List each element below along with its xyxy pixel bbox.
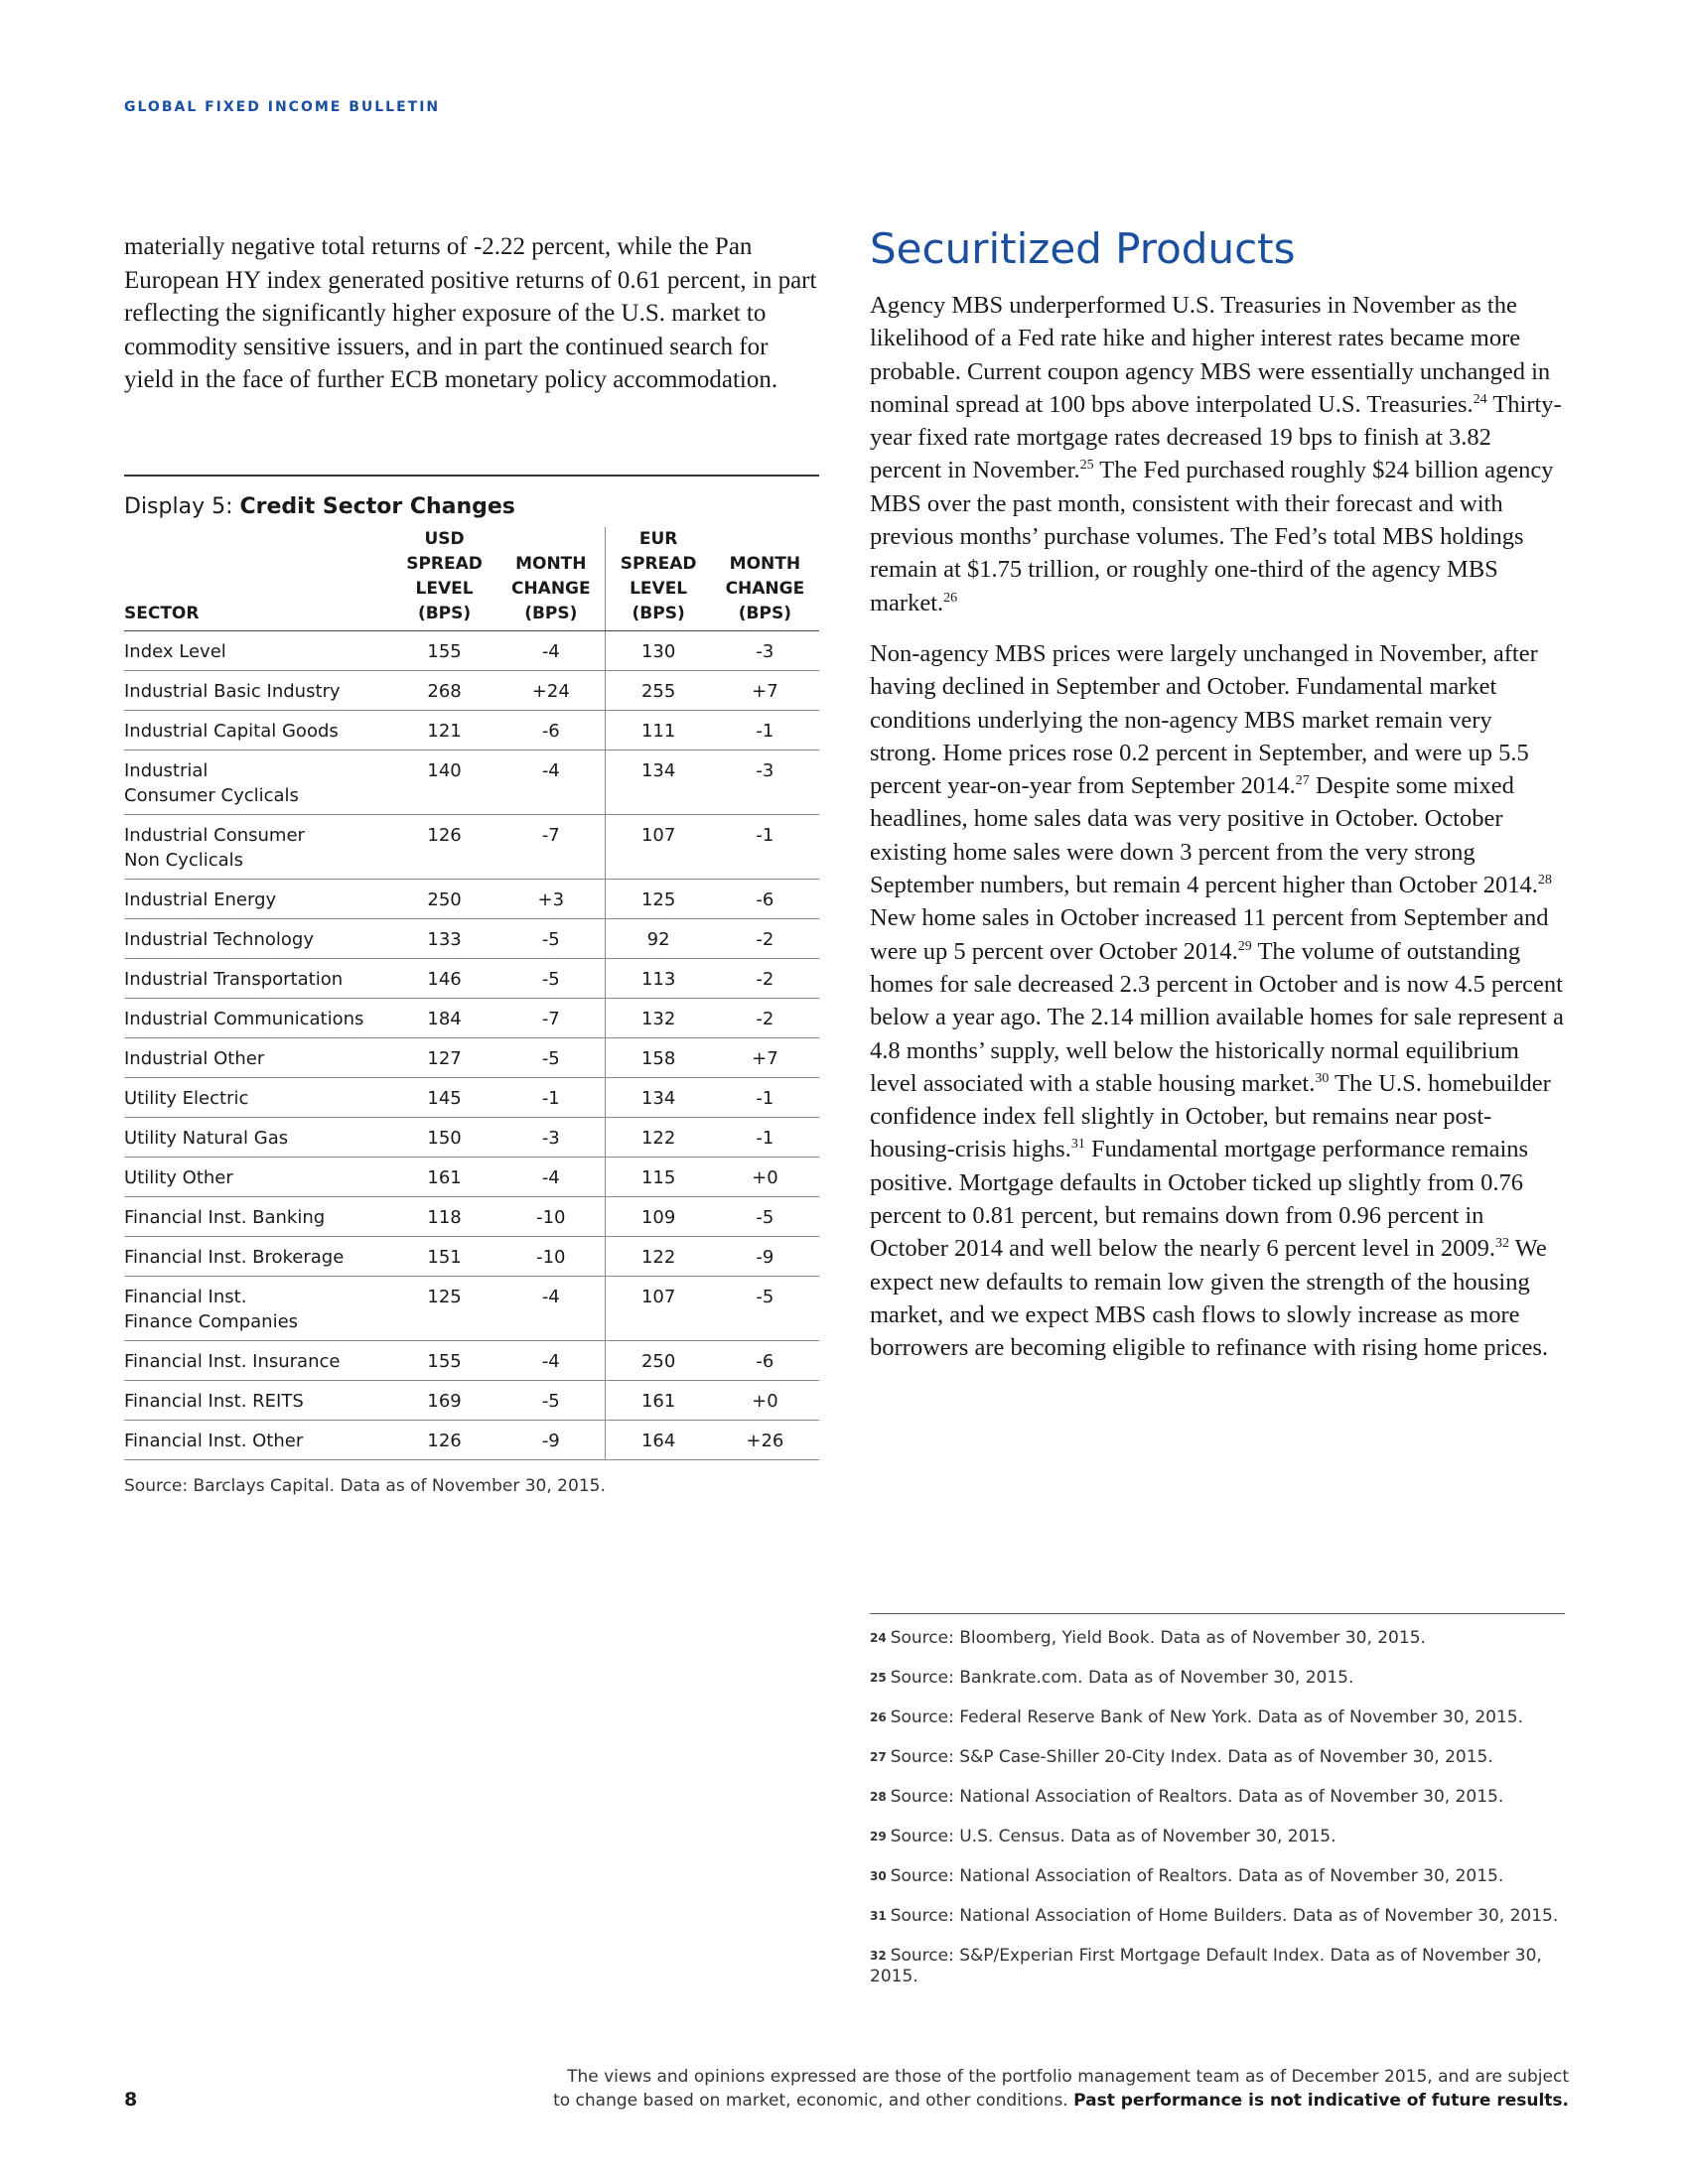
display-title-bold: Credit Sector Changes — [239, 494, 515, 519]
col-header-line: LEVEL — [415, 579, 474, 599]
sector-label: Financial Inst. Other — [124, 1431, 304, 1451]
sector-label: Utility Other — [124, 1167, 233, 1188]
usd-change-cell: -10 — [496, 1237, 606, 1277]
eur-spread-cell: 107 — [606, 815, 711, 880]
col-header-line: (BPS) — [632, 604, 685, 623]
footnote-number: 27 — [870, 1750, 887, 1764]
footnote-text: Source: National Association of Home Builders. Data as of November 30, 2015. — [890, 1906, 1559, 1926]
sector-cell — [124, 959, 392, 999]
table-row — [124, 959, 819, 999]
usd-spread-cell: 145 — [392, 1078, 496, 1118]
footnote — [870, 1787, 1565, 1808]
col-header-line: (BPS) — [738, 604, 791, 623]
eur-change-cell: -1 — [711, 1118, 819, 1158]
usd-change-cell: -4 — [496, 1158, 606, 1197]
sector-cell — [124, 1197, 392, 1237]
usd-change-cell: -6 — [496, 711, 606, 751]
col-header-usd-spread — [392, 527, 496, 631]
col-header-line: LEVEL — [630, 579, 688, 599]
sector-label: Financial Inst. REITS — [124, 1391, 304, 1412]
display-5 — [124, 475, 819, 1496]
footnote-text: Source: U.S. Census. Data as of November 30, 2015. — [890, 1827, 1336, 1846]
col-header-eur-spread — [606, 527, 711, 631]
disclaimer — [377, 2065, 1569, 2113]
usd-change-cell: -10 — [496, 1197, 606, 1237]
table-row — [124, 711, 819, 751]
sector-label: Utility Electric — [124, 1088, 249, 1109]
col-header-line: USD — [424, 529, 465, 549]
footnote — [870, 1906, 1565, 1927]
eur-spread-cell: 111 — [606, 711, 711, 751]
eur-spread-cell: 122 — [606, 1237, 711, 1277]
usd-spread-cell: 127 — [392, 1038, 496, 1078]
eur-change-cell: -6 — [711, 880, 819, 919]
intro-paragraph: materially negative total returns of -2.22 percent, while the Pan European HY index generated positive returns of 0.61 percent, in part reflecting the significantly higher exposure of the U.S. market to commodity sensitive issuers, and in part the continued search for yield in the face of further ECB monetary policy accommodation. — [124, 233, 817, 393]
col-header-line: (BPS) — [524, 604, 578, 623]
footnote-text: Source: Federal Reserve Bank of New York. Data as of November 30, 2015. — [890, 1707, 1524, 1727]
table-row — [124, 1277, 819, 1341]
table-row — [124, 1158, 819, 1197]
footnote-number: 31 — [870, 1909, 887, 1923]
sector-label: Financial Inst. Brokerage — [124, 1247, 345, 1268]
disclaimer-line-1: The views and opinions expressed are those of the portfolio management team as of December 2015, and are subject — [567, 2067, 1569, 2087]
sector-cell — [124, 1038, 392, 1078]
usd-spread-cell: 118 — [392, 1197, 496, 1237]
col-header-usd-change — [496, 527, 606, 631]
sector-label: Industrial Capital Goods — [124, 721, 339, 742]
table-row — [124, 1118, 819, 1158]
col-header-line: CHANGE — [725, 579, 805, 599]
usd-spread-cell: 155 — [392, 631, 496, 671]
footnote — [870, 1747, 1565, 1768]
table-body — [124, 631, 819, 1460]
footnote-text: Source: S&P/Experian First Mortgage Default Index. Data as of November 30, 2015. — [870, 1946, 1542, 1986]
table-row — [124, 1381, 819, 1421]
usd-change-cell: -4 — [496, 751, 606, 815]
usd-spread-cell: 126 — [392, 1421, 496, 1460]
eur-change-cell: -2 — [711, 959, 819, 999]
usd-spread-cell: 121 — [392, 711, 496, 751]
usd-change-cell: -3 — [496, 1118, 606, 1158]
usd-change-cell: -9 — [496, 1421, 606, 1460]
col-header-eur-change — [711, 527, 819, 631]
eur-change-cell: -6 — [711, 1341, 819, 1381]
running-header: GLOBAL FIXED INCOME BULLETIN — [124, 99, 441, 115]
footnote — [870, 1827, 1565, 1847]
display-title — [124, 494, 819, 519]
footnote-text: Source: S&P Case-Shiller 20-City Index. Data as of November 30, 2015. — [890, 1747, 1493, 1767]
usd-change-cell: -7 — [496, 999, 606, 1038]
eur-spread-cell: 115 — [606, 1158, 711, 1197]
section-title: Securitized Products — [870, 224, 1296, 273]
eur-spread-cell: 109 — [606, 1197, 711, 1237]
eur-change-cell: +7 — [711, 1038, 819, 1078]
sector-label: Financial Inst. Insurance — [124, 1351, 341, 1372]
table-row — [124, 999, 819, 1038]
sector-cell — [124, 671, 392, 711]
sector-cell — [124, 815, 392, 880]
sector-cell — [124, 1381, 392, 1421]
sector-cell — [124, 1277, 392, 1341]
footnote — [870, 1946, 1565, 1987]
paragraph-text: The volume of outstanding homes for sale decreased 2.3 percent in October and is now 4.5 percent below a year ago. The 2.14 million available homes for sale represent a 4.8 months’ supply, well below the historically normal equilibrium level associated with a stable housing market. — [870, 937, 1564, 1097]
eur-change-cell: -1 — [711, 815, 819, 880]
footnote-ref: 30 — [1315, 1070, 1330, 1086]
table-source: Source: Barclays Capital. Data as of November 30, 2015. — [124, 1476, 606, 1496]
body-paragraph — [870, 289, 1565, 619]
usd-spread-cell: 126 — [392, 815, 496, 880]
footnote-ref: 27 — [1295, 773, 1310, 788]
sector-cell — [124, 880, 392, 919]
footnotes — [870, 1613, 1565, 2006]
eur-spread-cell: 134 — [606, 751, 711, 815]
sector-cell — [124, 1118, 392, 1158]
eur-change-cell: -1 — [711, 1078, 819, 1118]
usd-change-cell: -7 — [496, 815, 606, 880]
eur-spread-cell: 250 — [606, 1341, 711, 1381]
sector-cell — [124, 1237, 392, 1277]
table-row — [124, 1038, 819, 1078]
footnote-number: 28 — [870, 1790, 887, 1804]
table-row — [124, 880, 819, 919]
footnote-text: Source: National Association of Realtors. Data as of November 30, 2015. — [890, 1866, 1504, 1886]
sector-cell — [124, 751, 392, 815]
footnote — [870, 1628, 1565, 1649]
col-header-line: MONTH — [729, 554, 801, 574]
usd-spread-cell: 150 — [392, 1118, 496, 1158]
footnote — [870, 1707, 1565, 1728]
paragraph-text: Non-agency MBS prices were largely unchanged in November, after having declined in September and October. Fundamental market conditions underlying the non-agency MBS market remain very strong. Home prices rose 0.2 percent in September, and were up 5.5 percent year-on-year from September 2014. — [870, 639, 1538, 800]
eur-spread-cell: 113 — [606, 959, 711, 999]
table-row — [124, 1197, 819, 1237]
usd-change-cell: +3 — [496, 880, 606, 919]
paragraph-text: We expect new defaults to remain low given the strength of the housing market, and we expect MBS cash flows to slowly increase as more borrowers are becoming eligible to refinance with rising home prices. — [870, 1235, 1549, 1362]
usd-change-cell: +24 — [496, 671, 606, 711]
eur-change-cell: -5 — [711, 1277, 819, 1341]
paragraph-text: New home sales in October increased 11 percent from September and were up 5 percent over October 2014. — [870, 904, 1549, 965]
disclaimer-bold: Past performance is not indicative of future results. — [1073, 2091, 1569, 2111]
footnote-ref: 28 — [1537, 872, 1552, 887]
sector-cell — [124, 711, 392, 751]
eur-change-cell: -3 — [711, 751, 819, 815]
sector-label: Industrial Technology — [124, 929, 314, 950]
eur-change-cell: +7 — [711, 671, 819, 711]
footnote-ref: 24 — [1473, 391, 1487, 407]
footnote-number: 26 — [870, 1710, 887, 1724]
eur-change-cell: +26 — [711, 1421, 819, 1460]
sector-label: Finance Companies — [124, 1311, 299, 1332]
sector-cell — [124, 631, 392, 671]
usd-spread-cell: 161 — [392, 1158, 496, 1197]
sector-label: Industrial Basic Industry — [124, 681, 341, 702]
usd-change-cell: -4 — [496, 631, 606, 671]
eur-change-cell: -1 — [711, 711, 819, 751]
eur-spread-cell: 130 — [606, 631, 711, 671]
usd-change-cell: -4 — [496, 1277, 606, 1341]
usd-change-cell: -5 — [496, 959, 606, 999]
disclaimer-line-2-text: to change based on market, economic, and other conditions. — [553, 2091, 1074, 2111]
eur-spread-cell: 134 — [606, 1078, 711, 1118]
eur-spread-cell: 158 — [606, 1038, 711, 1078]
sector-label: Consumer Cyclicals — [124, 785, 299, 806]
sector-label: Industrial Energy — [124, 889, 277, 910]
table-row — [124, 1078, 819, 1118]
usd-spread-cell: 250 — [392, 880, 496, 919]
usd-spread-cell: 146 — [392, 959, 496, 999]
footnote-number: 32 — [870, 1949, 887, 1963]
footnote-text: Source: Bloomberg, Yield Book. Data as of November 30, 2015. — [890, 1628, 1426, 1648]
sector-label: Industrial Consumer — [124, 825, 305, 846]
sector-label: Industrial Transportation — [124, 969, 344, 990]
table-header-row — [124, 527, 819, 631]
eur-spread-cell: 125 — [606, 880, 711, 919]
footnote-text: Source: Bankrate.com. Data as of November 30, 2015. — [890, 1668, 1354, 1688]
footnote-ref: 25 — [1079, 458, 1094, 474]
sector-cell — [124, 1341, 392, 1381]
credit-sector-table — [124, 527, 819, 1460]
eur-change-cell: -2 — [711, 919, 819, 959]
eur-spread-cell: 92 — [606, 919, 711, 959]
sector-label: Industrial Communications — [124, 1009, 364, 1029]
sector-cell — [124, 999, 392, 1038]
footnote-number: 25 — [870, 1671, 887, 1685]
col-header-line: (BPS) — [417, 604, 472, 623]
left-column — [124, 230, 819, 397]
usd-spread-cell: 125 — [392, 1277, 496, 1341]
eur-spread-cell: 255 — [606, 671, 711, 711]
eur-change-cell: -5 — [711, 1197, 819, 1237]
body-paragraph — [870, 637, 1565, 1365]
paragraph-text: The U.S. homebuilder confidence index fell slightly in October, but remains near post-housing-crisis highs. — [870, 1069, 1551, 1163]
sector-label: Financial Inst. Banking — [124, 1207, 326, 1228]
footnote — [870, 1668, 1565, 1689]
usd-change-cell: -5 — [496, 1381, 606, 1421]
usd-spread-cell: 140 — [392, 751, 496, 815]
eur-spread-cell: 122 — [606, 1118, 711, 1158]
sector-label: Non Cyclicals — [124, 850, 244, 871]
usd-spread-cell: 268 — [392, 671, 496, 711]
right-column — [870, 223, 1565, 1383]
body-text — [870, 289, 1565, 1365]
usd-change-cell: -5 — [496, 1038, 606, 1078]
footnote-number: 29 — [870, 1830, 887, 1843]
disclaimer-line-2 — [377, 2089, 1569, 2113]
eur-spread-cell: 132 — [606, 999, 711, 1038]
sector-cell — [124, 1158, 392, 1197]
table-row — [124, 1341, 819, 1381]
footnote-number: 30 — [870, 1869, 887, 1883]
paragraph-text: Fundamental mortgage performance remains positive. Mortgage defaults in October ticked up slightly from 0.76 percent to 0.81 percent, but remains down from 0.96 percent in October 2014 and well below the nearly 6 percent level in 2009. — [870, 1136, 1529, 1263]
sector-cell — [124, 1421, 392, 1460]
eur-spread-cell: 107 — [606, 1277, 711, 1341]
table-row — [124, 671, 819, 711]
table-row — [124, 751, 819, 815]
eur-change-cell: -3 — [711, 631, 819, 671]
eur-change-cell: +0 — [711, 1158, 819, 1197]
eur-change-cell: -9 — [711, 1237, 819, 1277]
footnote-text: Source: National Association of Realtors. Data as of November 30, 2015. — [890, 1787, 1504, 1807]
usd-spread-cell: 155 — [392, 1341, 496, 1381]
sector-label: Index Level — [124, 641, 226, 662]
col-header-line: EUR — [638, 529, 678, 549]
eur-change-cell: +0 — [711, 1381, 819, 1421]
usd-change-cell: -1 — [496, 1078, 606, 1118]
table-row — [124, 919, 819, 959]
footnote-ref: 32 — [1495, 1236, 1509, 1252]
page-number: 8 — [124, 2089, 138, 2111]
sector-cell — [124, 1078, 392, 1118]
paragraph-text: The Fed purchased roughly $24 billion agency MBS over the past month, consistent with their forecast and with previous months’ purchase volumes. The Fed’s total MBS holdings remain at $1.75 trillion, or roughly one-third of the agency MBS market. — [870, 457, 1554, 616]
footnote — [870, 1866, 1565, 1887]
footnote-number: 24 — [870, 1631, 887, 1645]
col-header-line: CHANGE — [510, 579, 591, 599]
usd-change-cell: -4 — [496, 1341, 606, 1381]
usd-spread-cell: 169 — [392, 1381, 496, 1421]
footnote-ref: 29 — [1237, 938, 1252, 954]
col-header-line: SPREAD — [620, 554, 697, 574]
table-row — [124, 631, 819, 671]
footnote-ref: 31 — [1070, 1137, 1085, 1153]
eur-change-cell: -2 — [711, 999, 819, 1038]
footnote-ref: 26 — [943, 590, 958, 606]
col-header-sector: SECTOR — [124, 527, 392, 631]
col-header-line: SPREAD — [406, 554, 483, 574]
sector-label: Industrial — [124, 760, 209, 781]
paragraph-text: Despite some mixed headlines, home sales data was very positive in October. October existing home sales were down 3 percent from the very strong September numbers, but remain 4 percent higher than October 2014. — [870, 772, 1538, 899]
paragraph-text: Thirty-year fixed rate mortgage rates decreased 19 bps to finish at 3.82 percent in November. — [870, 390, 1562, 484]
table-row — [124, 1421, 819, 1460]
table-row — [124, 1237, 819, 1277]
paragraph-text: Agency MBS underperformed U.S. Treasuries in November as the likelihood of a Fed rate hike and higher interest rates became more probable. Current coupon agency MBS were essentially unchanged in nominal spread at 100 bps above interpolated U.S. Treasuries. — [870, 292, 1551, 418]
sector-label: Utility Natural Gas — [124, 1128, 289, 1149]
eur-spread-cell: 161 — [606, 1381, 711, 1421]
sector-cell — [124, 919, 392, 959]
table-row — [124, 815, 819, 880]
usd-spread-cell: 184 — [392, 999, 496, 1038]
display-prefix: Display 5: — [124, 494, 240, 519]
usd-spread-cell: 133 — [392, 919, 496, 959]
eur-spread-cell: 164 — [606, 1421, 711, 1460]
usd-change-cell: -5 — [496, 919, 606, 959]
usd-spread-cell: 151 — [392, 1237, 496, 1277]
sector-label: Financial Inst. — [124, 1287, 247, 1307]
sector-label: Industrial Other — [124, 1048, 265, 1069]
col-header-line: MONTH — [515, 554, 587, 574]
